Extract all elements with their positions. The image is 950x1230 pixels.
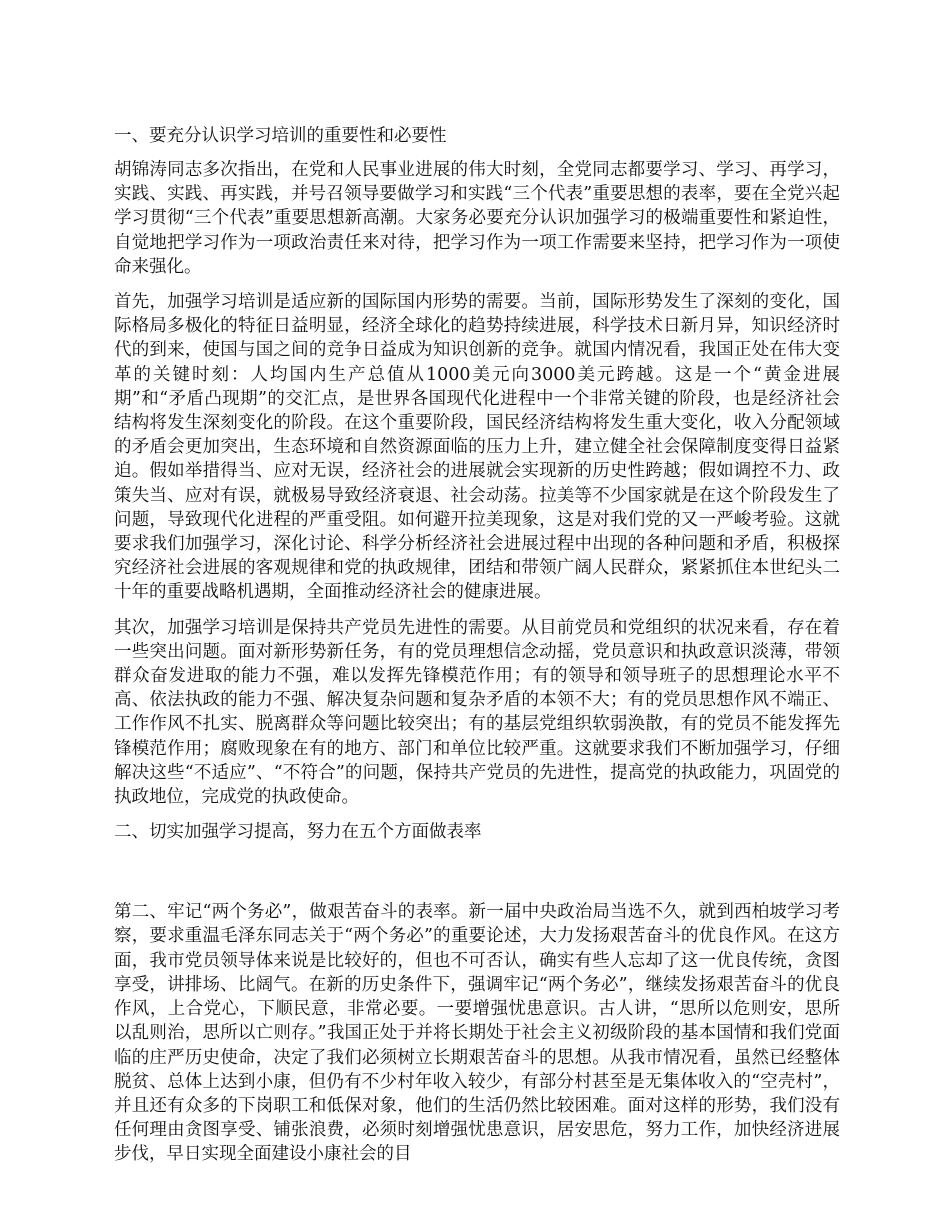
paragraph-3: 其次，加强学习培训是保持共产党员先进性的需要。从目前党员和党组织的状况来看，存在着一些突出问题。面对新形势新任务，有的党员理想信念动摇，党员意识和执政意识淡薄，带领群众奋发进取的能力不强，难以发挥先锋模范作用；有的领导和领导班子的思想理论水平不高、依法执政的能力不强、解决复杂问题和复杂矛盾的本领不大；有的党员思想作风不端正、工作作风不扎实、脱离群众等问题比较突出；有的基层党组织软弱涣散，有的党员不能发挥先锋模范作用；腐败现象在有的地方、部门和单位比较严重。这就要求我们不断加强学习，仔细解决这些“不适应”、“不符合”的问题，保持共产党员的先进性，提高党的执政能力，巩固党的执政地位，完成党的执政使命。 xyxy=(114,617,840,808)
paragraph-2: 首先，加强学习培训是适应新的国际国内形势的需要。当前，国际形势发生了深刻的变化，国际格局多极化的特征日益明显，经济全球化的趋势持续进展，科学技术日新月异，知识经济时代的到来，使国与国之间的竞争日益成为知识创新的竞争。就国内情况看，我国正处在伟大变革的关键时刻：人均国内生产总值从1000美元向3000美元跨越。这是一个“黄金进展期”和“矛盾凸现期”的交汇点，是世界各国现代化进程中一个非常关键的阶段，也是经济社会结构将发生深刻变化的阶段。在这个重要阶段，国民经济结构将发生重大变化，收入分配领域的矛盾会更加突出，生态环境和自然资源面临的压力上升，建立健全社会保障制度变得日益紧迫。假如举措得当、应对无误，经济社会的进展就会实现新的历史性跨越；假如调控不力、政策失当、应对有误，就极易导致经济衰退、社会动荡。拉美等不少国家就是在这个阶段发生了问题，导致现代化进程的严重受阻。如何避开拉美现象，这是对我们党的又一严峻考验。这就要求我们加强学习，深化讨论、科学分析经济社会进展过程中出现的各种问题和矛盾，积极探究经济社会进展的客观规律和党的执政规律，团结和带领广阔人民群众，紧紧抓住本世纪头二十年的重要战略机遇期，全面推动经济社会的健康进展。 xyxy=(114,292,840,603)
blank-gap xyxy=(114,854,840,900)
section-heading-2: 二、切实加强学习提高，努力在五个方面做表率 xyxy=(114,822,482,843)
paragraph-1: 胡锦涛同志多次指出，在党和人民事业进展的伟大时刻，全党同志都要学习、学习、再学习，实践、实践、再实践，并号召领导要做学习和实践“三个代表”重要思想的表率，要在全党兴起学习贯彻“三个代表”重要思想新高潮。大家务必要充分认识加强学习的极端重要性和紧迫性，自觉地把学习作为一项政治责任来对待，把学习作为一项工作需要来坚持，把学习作为一项使命来强化。 xyxy=(114,160,840,277)
paragraph-4: 第二、牢记“两个务必”，做艰苦奋斗的表率。新一届中央政治局当选不久，就到西柏坡学习考察，要求重温毛泽东同志关于“两个务必”的重要论述，大力发扬艰苦奋斗的优良作风。在这方面，我市党员领导体来说是比较好的，但也不可否认，确实有些人忘却了这一优良传统，贪图享受，讲排场、比阔气。在新的历史条件下，强调牢记“两个务必”，继续发扬艰苦奋斗的优良作风，上合党心，下顺民意，非常必要。一要增强忧患意识。古人讲，“思所以危则安，思所以乱则治，思所以亡则存。”我国正处于并将长期处于社会主义初级阶段的基本国情和我们党面临的庄严历史使命，决定了我们必须树立长期艰苦奋斗的思想。从我市情况看，虽然已经整体脱贫、总体上达到小康，但仍有不少村年收入较少，有部分村甚至是无集体收入的“空壳村”，并且还有众多的下岗职工和低保对象，他们的生活仍然比较困难。面对这样的形势，我们没有任何理由贪图享受、铺张浪费，必须时刻增强忧患意识，居安思危，努力工作，加快经济进展步伐，早日实现全面建设小康社会的目 xyxy=(114,902,840,1165)
document-body xyxy=(114,124,840,1178)
section-heading-1: 一、要充分认识学习培训的重要性和必要性 xyxy=(114,126,447,146)
